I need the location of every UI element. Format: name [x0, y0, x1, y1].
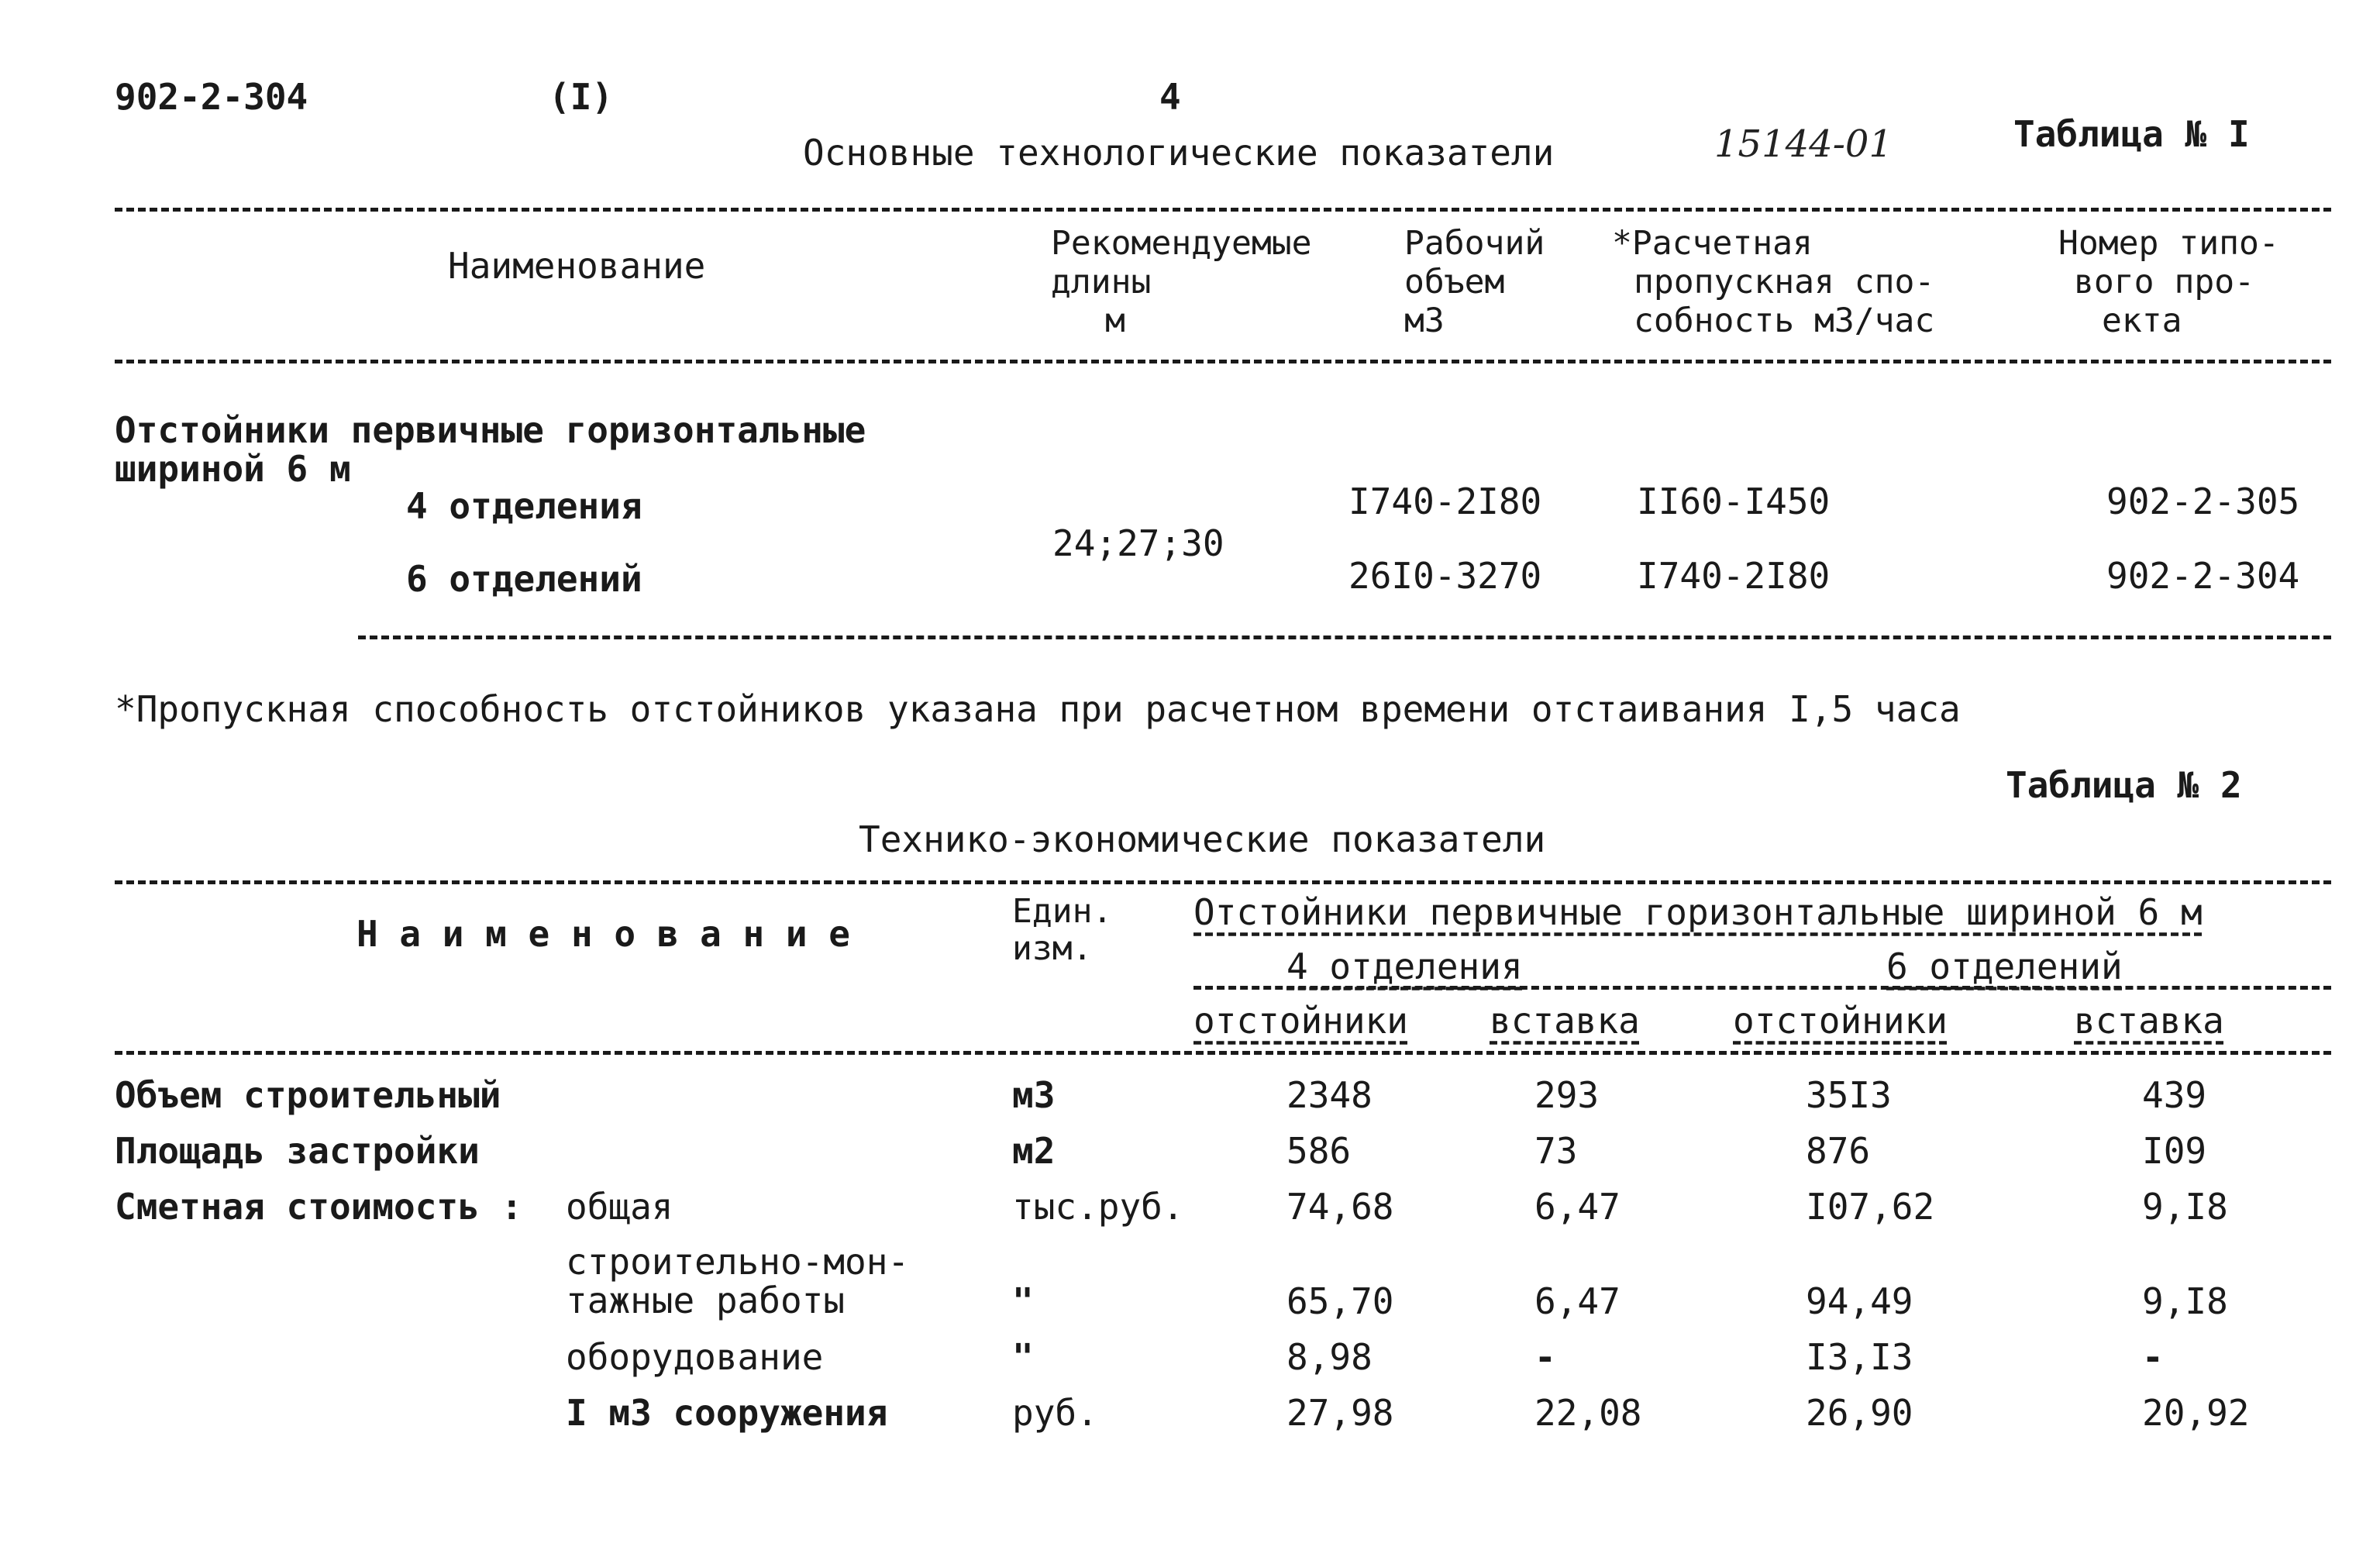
- t2-row1-name: Объем строительный: [115, 1074, 501, 1116]
- t1-row1-project: 902-2-305: [2106, 481, 2300, 522]
- t1-col-project-1: Номер типо-: [2058, 224, 2279, 263]
- t2-row3-v2: 6,47: [1534, 1186, 1621, 1228]
- t2-row2-name: Площадь застройки: [115, 1130, 480, 1172]
- t2-subcol-1: отстойники: [1193, 1000, 1408, 1042]
- t1-col-volume-2: объем: [1404, 263, 1505, 301]
- t2-row4-unit: ": [1012, 1280, 1034, 1322]
- t1-row2-capacity: I740-2I80: [1637, 555, 1831, 597]
- t1-col-name: Наименование: [448, 245, 706, 287]
- t2-row4-v2: 6,47: [1534, 1280, 1621, 1322]
- t2-row3-v4: 9,I8: [2142, 1186, 2228, 1228]
- t1-shared-length: 24;27;30: [1052, 522, 1224, 564]
- t1-col-length-3: м: [1105, 301, 1125, 340]
- t2-row1-v4: 439: [2142, 1074, 2207, 1116]
- t1-group-line1: Отстойники первичные горизонтальные: [115, 409, 866, 451]
- t1-row1-name: 4 отделения: [406, 485, 642, 527]
- t2-subcol-3: отстойники: [1733, 1000, 1948, 1042]
- t1-col-project-2: вого про-: [2074, 263, 2254, 301]
- t1-row1-capacity: II60-I450: [1637, 481, 1831, 522]
- t1-footnote: *Пропускная способность отстойников указана при расчетном времени отстаивания I,5 часа: [115, 688, 1961, 730]
- t2-row3-unit: тыс.руб.: [1012, 1186, 1184, 1228]
- t2-row4-v4: 9,I8: [2142, 1280, 2228, 1322]
- t2-row3-v1: 74,68: [1286, 1186, 1394, 1228]
- t1-row2-name: 6 отделений: [406, 558, 642, 600]
- t2-row4-sub: строительно-мон- тажные работы: [566, 1241, 910, 1321]
- t1-group-line2: шириной 6 м: [115, 448, 351, 490]
- t2-row1-unit: м3: [1012, 1074, 1056, 1116]
- t2-row5-v1: 8,98: [1286, 1336, 1373, 1378]
- t1-row2-project: 902-2-304: [2106, 555, 2300, 597]
- t2-sub-4: 4 отделения: [1286, 946, 1523, 987]
- t2-row3-v3: I07,62: [1806, 1186, 1935, 1228]
- t2-row3-sub: общая: [566, 1186, 673, 1228]
- t1-col-length-2: длины: [1051, 263, 1152, 301]
- t1-col-length-1: Рекомендуемые: [1051, 224, 1312, 263]
- t1-col-project-3: екта: [2102, 301, 2182, 340]
- t2-subheader-rule: [1193, 986, 2331, 990]
- t2-col-unit-2: изм.: [1012, 929, 1093, 968]
- t2-row4-v3: 94,49: [1806, 1280, 1913, 1322]
- t2-row2-v4: I09: [2142, 1130, 2207, 1172]
- table1-header-rule: [115, 360, 2331, 363]
- t1-row2-volume: 26I0-3270: [1348, 555, 1542, 597]
- t2-row6-v2: 22,08: [1534, 1392, 1642, 1434]
- t2-row6-v4: 20,92: [2142, 1392, 2250, 1434]
- table1-top-rule: [115, 208, 2331, 212]
- handwritten-code: 15144-01: [1714, 122, 1893, 166]
- t2-subcol-2: вставка: [1490, 1000, 1640, 1042]
- t2-row1-v3: 35I3: [1806, 1074, 1892, 1116]
- t2-subcol-4: вставка: [2074, 1000, 2224, 1042]
- t2-row5-v4: -: [2142, 1336, 2164, 1378]
- t2-row6-v1: 27,98: [1286, 1392, 1394, 1434]
- t2-row5-v2: -: [1534, 1336, 1556, 1378]
- t2-row6-v3: 26,90: [1806, 1392, 1913, 1434]
- t1-col-volume-3: м3: [1404, 301, 1445, 340]
- t2-row5-unit: ": [1012, 1336, 1034, 1378]
- t2-row5-v3: I3,I3: [1806, 1336, 1913, 1378]
- t1-row1-volume: I740-2I80: [1348, 481, 1542, 522]
- t2-row4-v1: 65,70: [1286, 1280, 1394, 1322]
- t2-row3-name: Сметная стоимость :: [115, 1186, 523, 1228]
- t1-col-capacity-3: собность м3/час: [1634, 301, 1935, 340]
- t1-col-capacity-1: *Расчетная: [1612, 224, 1813, 263]
- doc-code: 902-2-304: [115, 76, 308, 118]
- t2-row1-v1: 2348: [1286, 1074, 1373, 1116]
- t2-col-unit-1: Един.: [1012, 892, 1113, 931]
- t2-row2-v2: 73: [1534, 1130, 1578, 1172]
- t1-col-volume-1: Рабочий: [1404, 224, 1545, 263]
- t2-group-header: Отстойники первичные горизонтальные шириной 6 м: [1193, 891, 2203, 933]
- table2-top-rule: [115, 880, 2331, 884]
- t1-col-capacity-2: пропускная спо-: [1634, 263, 1935, 301]
- table2-header-rule: [115, 1051, 2331, 1055]
- t2-row2-unit: м2: [1012, 1130, 1056, 1172]
- table2-label: Таблица № 2: [2006, 764, 2242, 806]
- t2-sub-6: 6 отделений: [1886, 946, 2123, 987]
- table1-label: Таблица № I: [2013, 113, 2250, 155]
- t2-row6-unit: руб.: [1012, 1392, 1098, 1434]
- t2-row2-v1: 586: [1286, 1130, 1352, 1172]
- table1-title: Основные технологические показатели: [803, 132, 1555, 174]
- section-number: (I): [549, 76, 614, 118]
- t2-row6-sub: I м3 сооружения: [566, 1392, 888, 1434]
- page-number: 4: [1159, 76, 1181, 118]
- table2-title: Технико-экономические показатели: [859, 818, 1546, 860]
- table1-bottom-rule: [358, 636, 2331, 639]
- t2-row5-sub: оборудование: [566, 1336, 824, 1378]
- t2-col-name: Н а и м е н о в а н и е: [356, 913, 850, 955]
- t2-row2-v3: 876: [1806, 1130, 1871, 1172]
- t2-row1-v2: 293: [1534, 1074, 1600, 1116]
